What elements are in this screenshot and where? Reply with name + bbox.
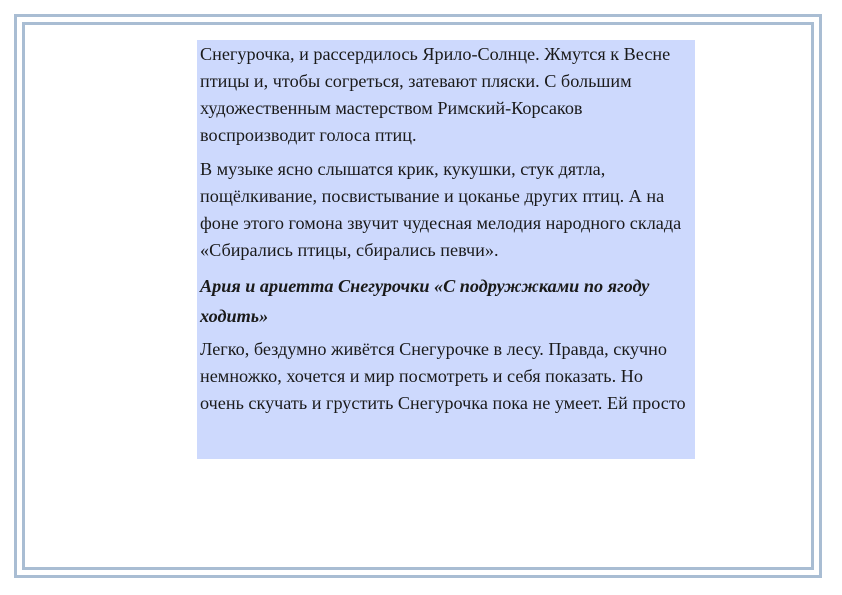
section-heading-aria: Ария и ариетта Снегурочки «С подружжками по ягоду ходить»	[200, 276, 650, 326]
paragraph-snegurochka-yarilo: Снегурочка, и рассердилось Ярило-Солнце. Жмутся к Весне птицы и, чтобы согреться, затевают пляски. С большим художественным мастерством Римский-Корсаков воспроизводит голоса птиц.	[200, 44, 671, 145]
paragraph-bird-voices: В музыке ясно слышатся крик, кукушки, стук дятла, пощёлкивание, посвистывание и цоканье других птиц. А на фоне этого гомона звучит чудесная мелодия народного склада «Сбирались птицы, сбирались певчи».	[200, 159, 682, 260]
paragraph-snegurochka-forest: Легко, бездумно живётся Снегурочке в лесу. Правда, скучно немножко, хочется и мир посмотреть и себя показать. Но очень скучать и грустить Снегурочка пока не умеет. Ей просто	[200, 339, 686, 413]
text-content-box	[197, 40, 695, 459]
